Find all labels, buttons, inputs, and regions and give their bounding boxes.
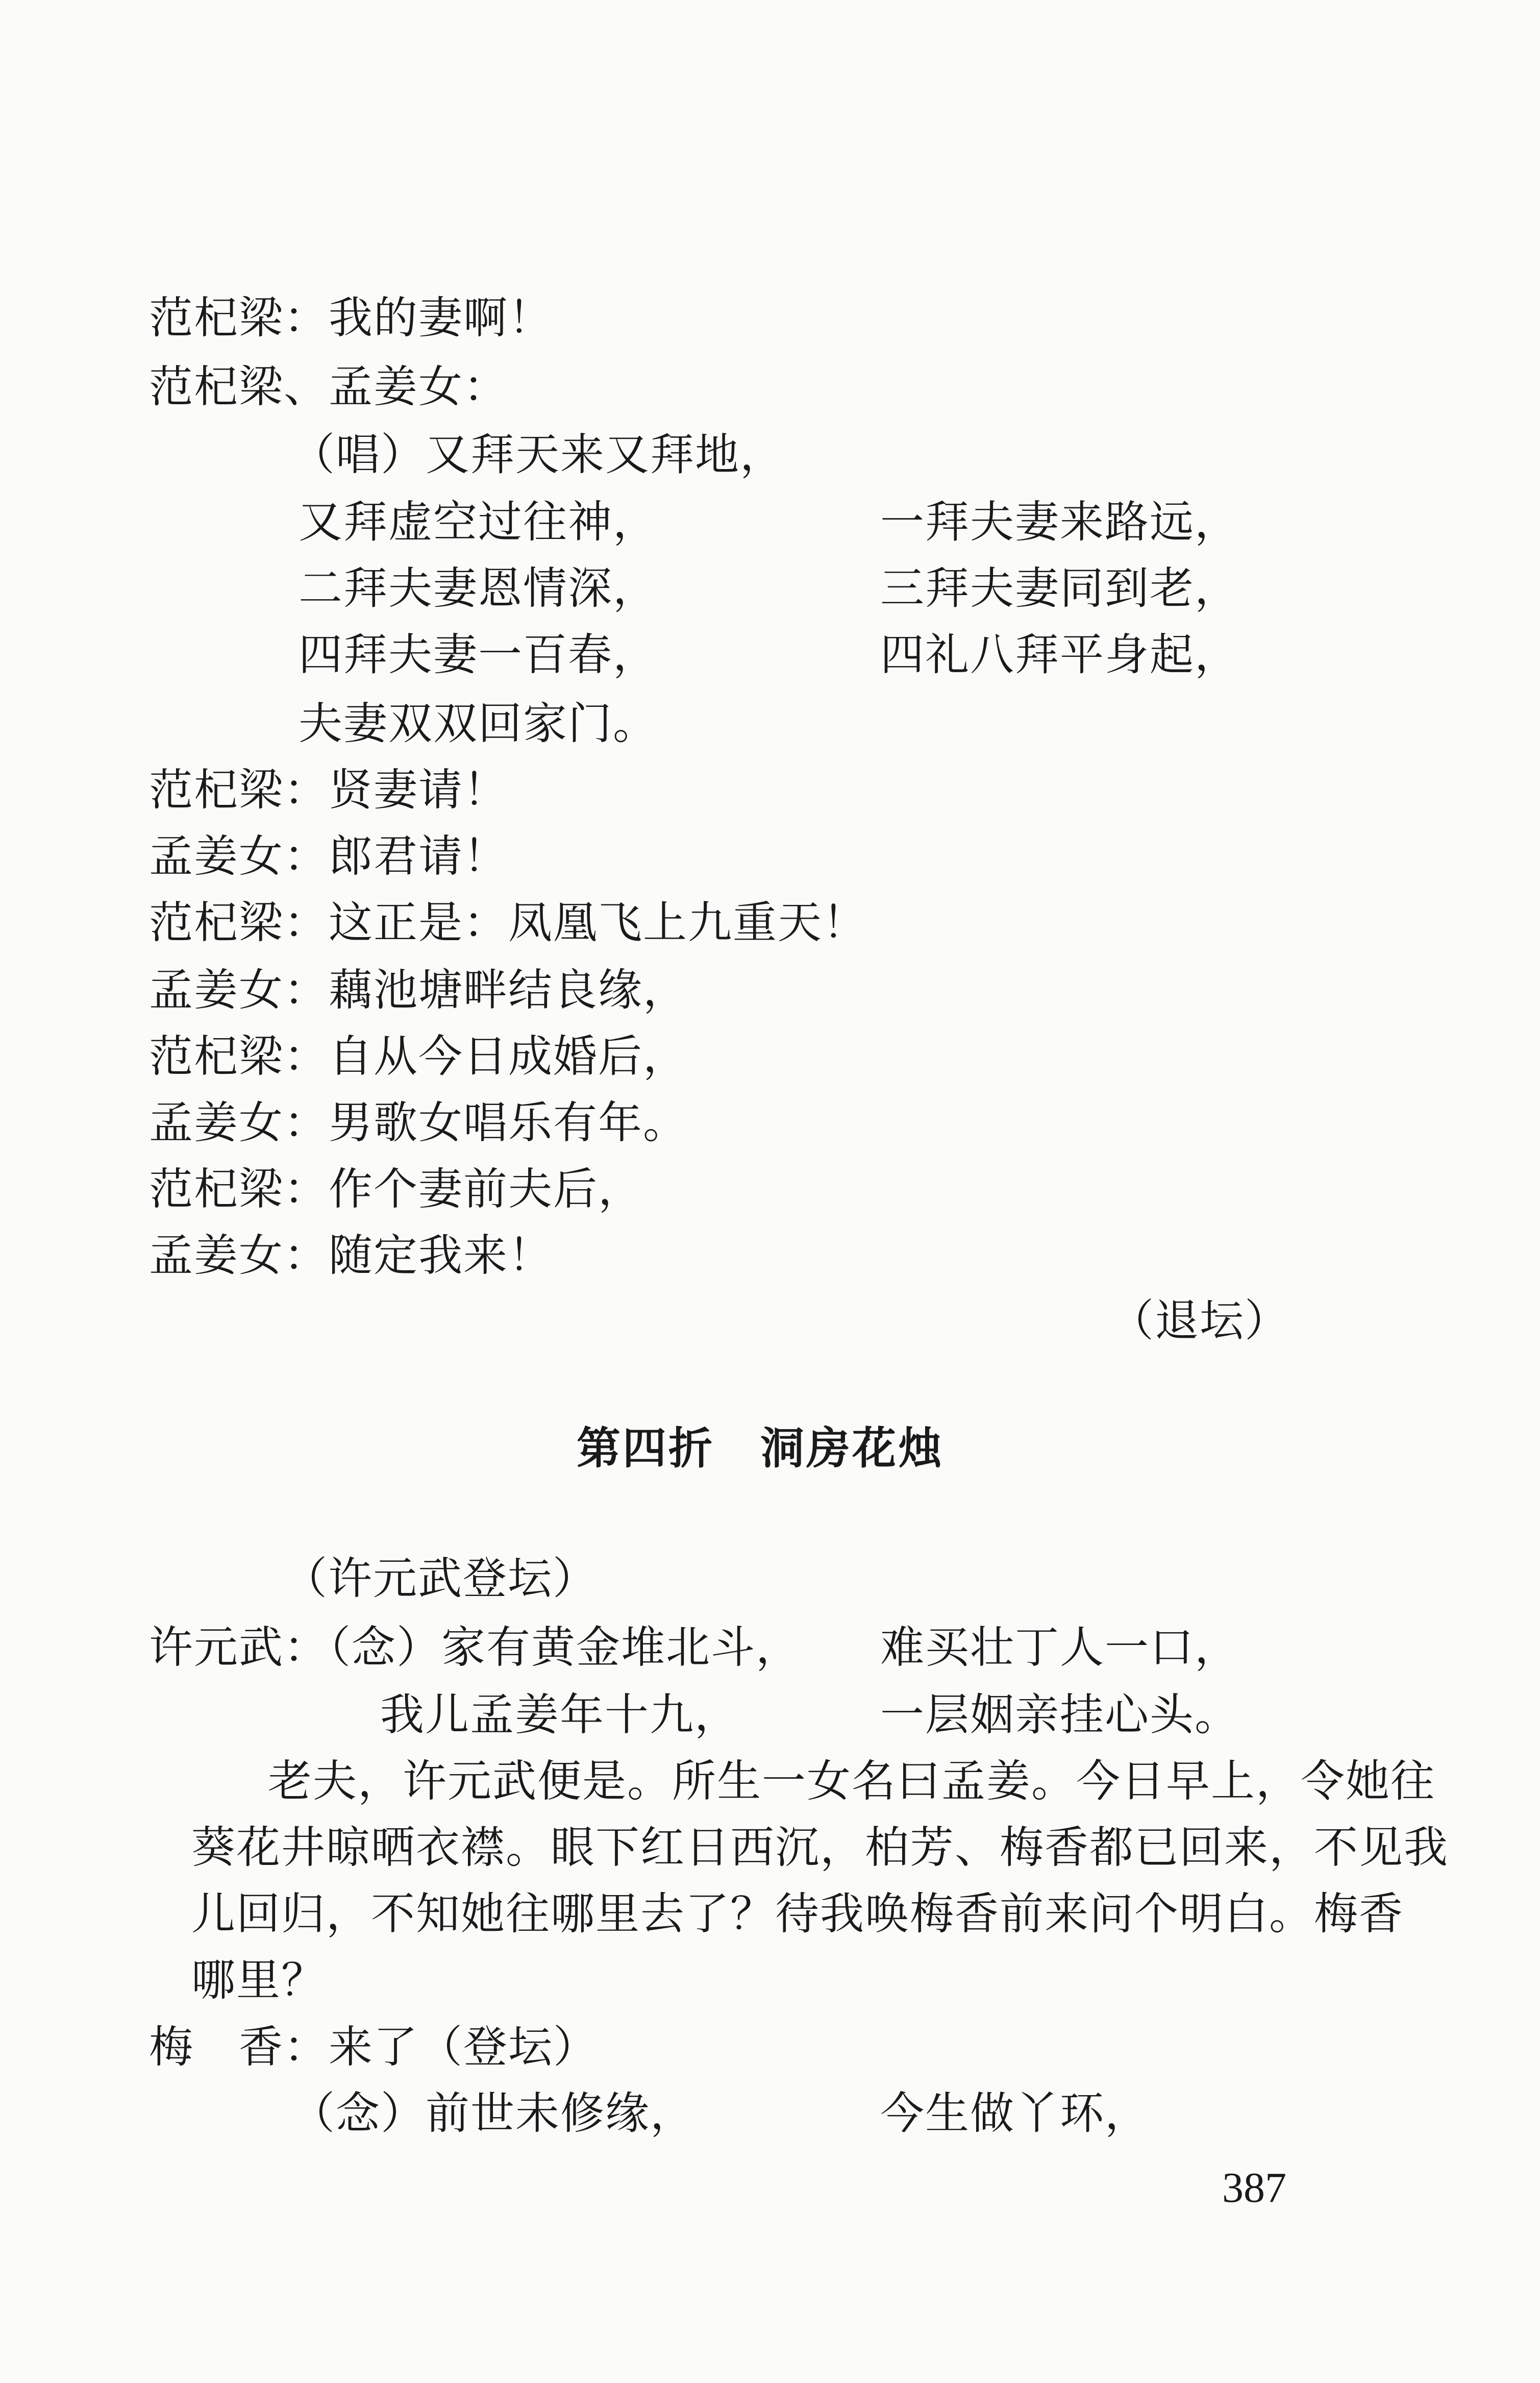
verse-line-right: 一拜夫妻来路远， (880, 497, 1239, 548)
verse-line-right: 今生做丫环， (880, 2088, 1150, 2139)
dialogue-line: 范杞梁：作个妻前夫后， (149, 1164, 643, 1215)
verse-line-left: 二拜夫妻恩情深， (299, 563, 658, 614)
verse-line-left: 又拜虚空过往神， (299, 497, 658, 548)
dialogue-line: 许元武：（念）家有黄金堆北斗， (149, 1622, 801, 1673)
stage-direction: （许元武登坛） (283, 1553, 598, 1604)
verse-line-right: 四礼八拜平身起， (880, 629, 1239, 680)
prose-line: 老夫，许元武便是。所生一女名曰孟姜。今日早上，令她往 (268, 1756, 1435, 1807)
verse-line-right: 难买壮丁人一口， (880, 1622, 1239, 1673)
prose-line: 葵花井晾晒衣襟。眼下红日西沉，柏芳、梅香都已回来，不见我 (191, 1822, 1449, 1873)
dialogue-line: 范杞梁：贤妻请！ (149, 765, 508, 816)
section-heading: 第四折 洞房花烛 (577, 1423, 944, 1474)
speaker-line: 范杞梁、孟姜女： (149, 361, 508, 412)
verse-line-right: 一层姻亲挂心头。 (880, 1689, 1239, 1740)
verse-line-right: 三拜夫妻同到老， (880, 563, 1239, 614)
prose-line: 儿回归，不知她往哪里去了？待我唤梅香前来问个明白。梅香 (191, 1888, 1404, 1939)
verse-line-left: 我儿孟姜年十九， (380, 1689, 739, 1740)
stage-direction: （退坛） (1110, 1295, 1289, 1346)
dialogue-line: 孟姜女：藕池塘畔结良缘， (149, 965, 688, 1016)
dialogue-line: 孟姜女：男歌女唱乐有年。 (149, 1097, 688, 1148)
dialogue-line: 孟姜女：随定我来！ (149, 1230, 553, 1281)
verse-line-left: 四拜夫妻一百春， (299, 629, 658, 680)
dialogue-line: 范杞梁：自从今日成婚后， (149, 1031, 688, 1082)
verse-line: （唱）又拜天来又拜地， (291, 429, 785, 480)
dialogue-line: 范杞梁：我的妻啊！ (149, 292, 553, 343)
prose-line: 哪里？ (191, 1955, 326, 2006)
dialogue-line: 范杞梁：这正是：凤凰飞上九重天！ (149, 897, 867, 948)
verse-line-left: （念）前世未修缘， (291, 2088, 695, 2139)
page-number: 387 (1222, 2164, 1286, 2212)
verse-line: 夫妻双双回家门。 (299, 698, 658, 749)
dialogue-line: 梅 香：来了（登坛） (149, 2022, 598, 2073)
dialogue-line: 孟姜女：郎君请！ (149, 831, 508, 882)
